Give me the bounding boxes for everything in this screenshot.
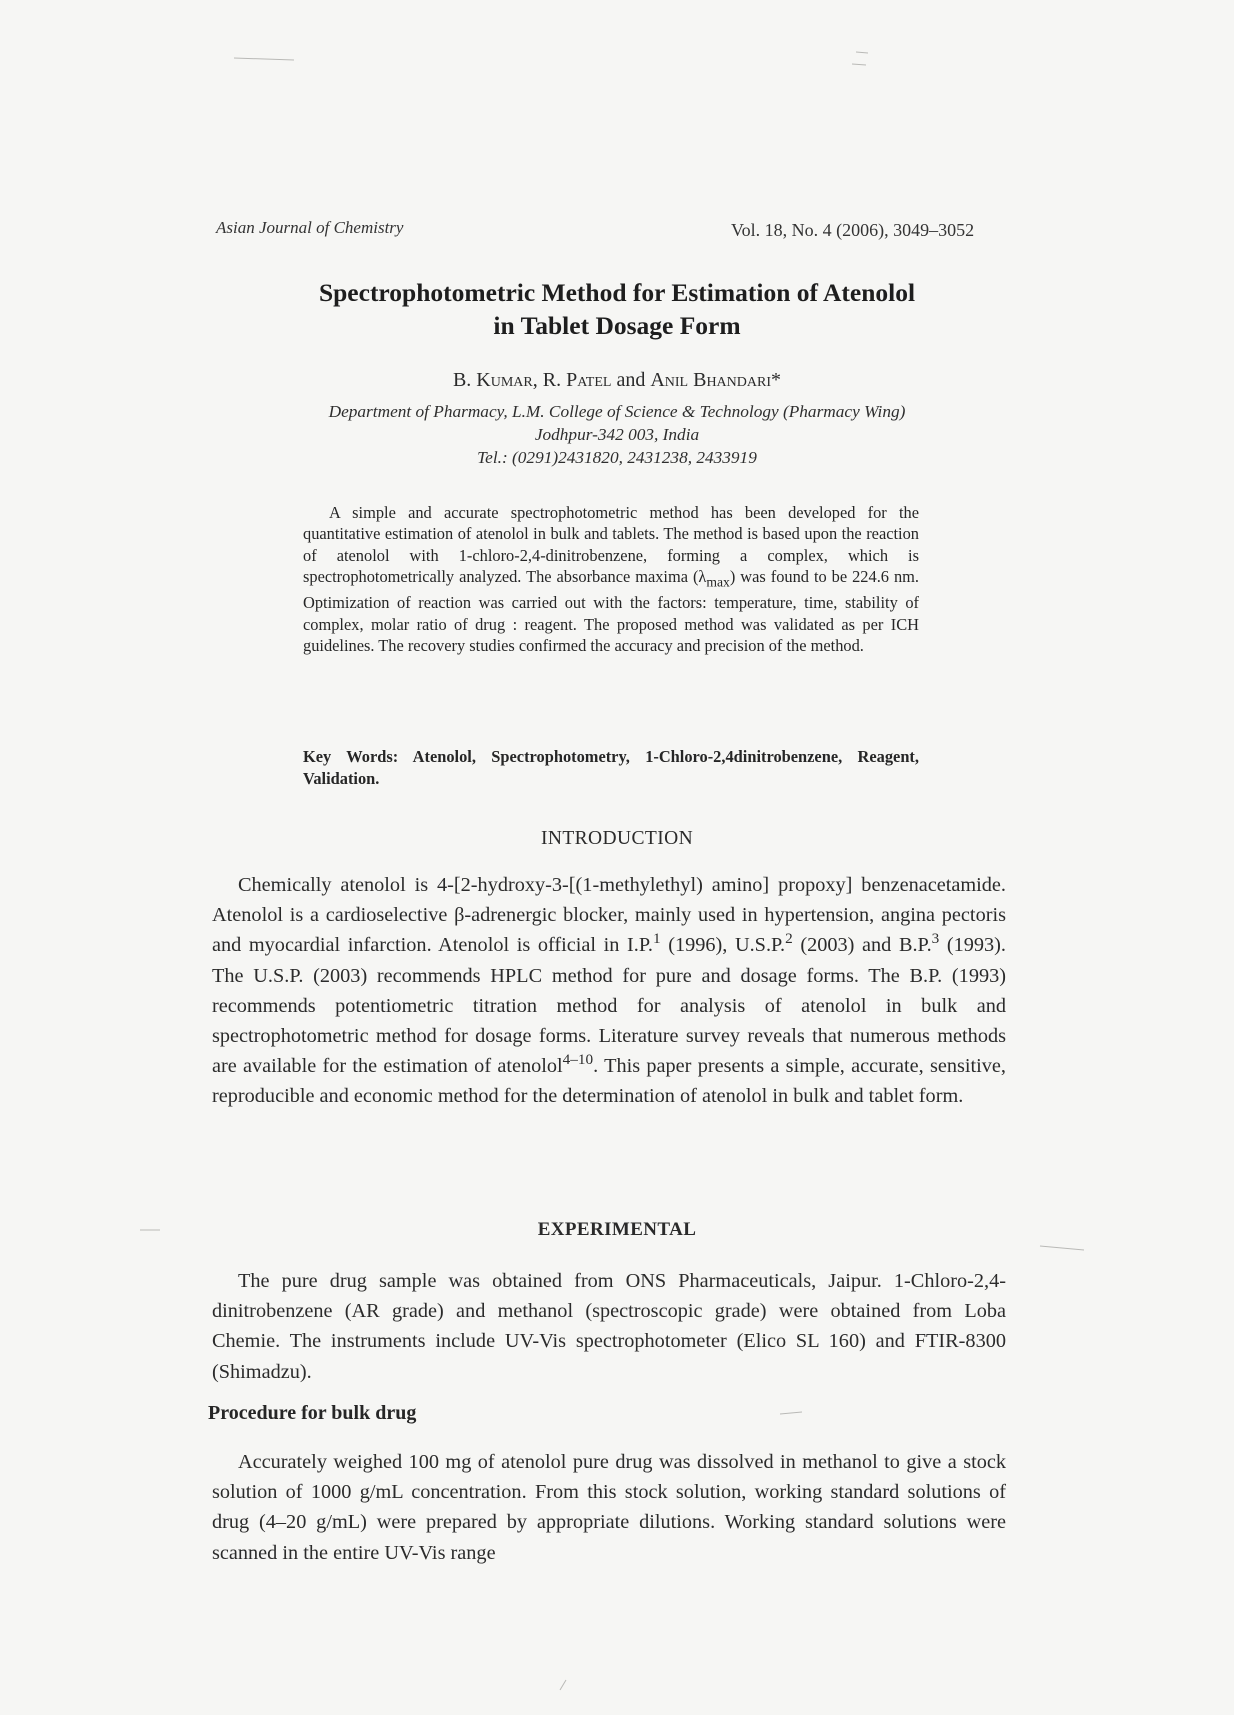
author-1: B. Kumar xyxy=(452,369,533,391)
procedure-subheading: Procedure for bulk drug xyxy=(208,1402,417,1424)
author-2: R. Patel xyxy=(542,369,612,391)
author-list xyxy=(210,369,1024,392)
affiliation-city: Jodhpur-342 003, India xyxy=(534,425,700,444)
volume-info: Vol. 18, No. 4 (2006), 3049–3052 xyxy=(731,220,975,240)
scan-mark xyxy=(234,58,294,60)
experimental-heading: EXPERIMENTAL xyxy=(537,1219,697,1240)
title-line-1: Spectrophotometric Method for Estimation of Atenolol xyxy=(318,278,916,307)
abstract-text-continued: ) was found to be 224.6 nm. Optimization of reaction was carried out with the factors: temperature, time, stability of complex, molar ratio of drug : reagent. The proposed method was validated as per ICH guidelines. The recovery studies confirmed the accuracy and precision of the method. xyxy=(303,566,919,656)
intro-text: (1996), U.S.P. xyxy=(660,934,786,957)
keywords-list: Atenolol, Spectrophotometry, 1-Chloro-2,4dinitrobenzene, Reagent, Validation. xyxy=(303,747,919,788)
keywords xyxy=(303,746,919,790)
abstract xyxy=(303,502,919,656)
author-3: Anil Bhandari xyxy=(650,369,772,391)
procedure-paragraph: Accurately weighed 100 mg of atenolol pure drug was dissolved in methanol to give a stock solution of 1000 g/mL concentration. From this stock solution, working standard solutions of drug (4–20 g/mL) were prepared by appropriate dilutions. Working standard solutions were scanned in the entire UV-Vis range xyxy=(212,1451,1006,1564)
experimental-paragraph: The pure drug sample was obtained from ONS Pharmaceuticals, Jaipur. 1-Chloro-2,4-dinitrobenzene (AR grade) and methanol (spectroscopic grade) were obtained from Loba Chemie. The instruments include UV-Vis spectrophotometer (Elico SL 160) and FTIR-8300 (Shimadzu). xyxy=(212,1270,1006,1383)
introduction-paragraph xyxy=(212,870,1006,1112)
scan-mark xyxy=(1040,1246,1084,1250)
citation-3: 3 xyxy=(931,930,940,948)
keywords-label: Key Words: xyxy=(303,747,399,766)
abstract-text: A simple and accurate spectrophotometric method has been developed for the quantitative estimation of atenolol in bulk and tablets. The method is based upon the reaction of atenolol with 1-chloro-2,4-dinitrobenzene, forming a complex, which is spectrophotometrically analyzed. The absorbance maxima (λ xyxy=(303,503,919,586)
intro-text: . This paper presents a simple, accurate, sensitive, reproducible and economic method for the determination of atenolol in bulk and tablet form. xyxy=(212,1055,1007,1108)
author-separator: and xyxy=(611,369,651,391)
introduction-heading: INTRODUCTION xyxy=(540,828,694,849)
affiliation-department: Department of Pharmacy, L.M. College of Science & Technology (Pharmacy Wing) xyxy=(328,402,906,421)
journal-name: Asian Journal of Chemistry xyxy=(216,218,404,237)
scan-mark xyxy=(560,1680,566,1690)
intro-text: (2003) and B.P. xyxy=(792,934,932,957)
affiliation-phone: Tel.: (0291)2431820, 2431238, 2433919 xyxy=(477,448,757,467)
lambda-max-subscript: max xyxy=(706,574,730,590)
paper-title xyxy=(210,276,1024,342)
scan-mark xyxy=(856,52,868,53)
citation-1: 1 xyxy=(652,930,661,948)
scan-mark xyxy=(780,1412,802,1414)
affiliation xyxy=(200,400,1034,469)
author-separator: , xyxy=(532,369,543,391)
intro-text: (1993). The U.S.P. (2003) recommends HPLC method for pure and dosage forms. The B.P. (1993) recommends potentiometric titration method for analysis of atenolol in bulk and spectrophotometric method for dosage forms. Literature survey reveals that numerous methods are available for the estimation of atenolol xyxy=(212,934,1007,1078)
intro-text: Chemically atenolol is 4-[2-hydroxy-3-[(1-methylethyl) amino] propoxy] benzenacetamide. Atenolol is a cardioselective β-adrenergic blocker, mainly used in hypertension, angina pectoris and myocardial infarction. Atenolol is official in I.P. xyxy=(212,874,1006,957)
scan-mark xyxy=(852,64,866,65)
title-line-2: in Tablet Dosage Form xyxy=(493,311,741,340)
citation-2: 2 xyxy=(785,930,793,948)
corresponding-mark: * xyxy=(771,369,782,391)
citation-4-10: 4–10 xyxy=(562,1051,594,1069)
